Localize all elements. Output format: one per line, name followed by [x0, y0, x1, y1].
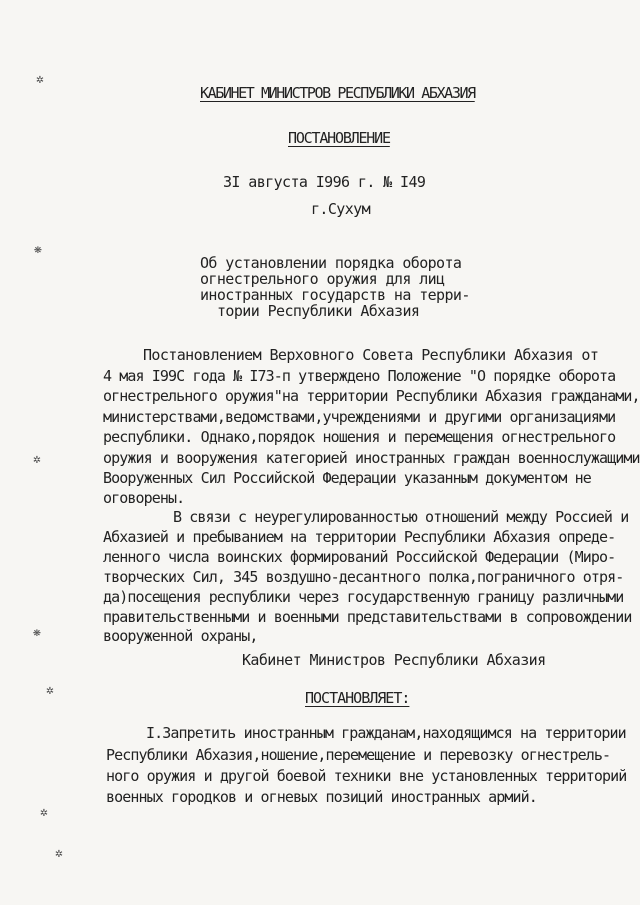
clause-line: Республики Абхазия,ношение,перемещение и перевозку огнестрель- — [106, 746, 611, 764]
binding-mark-icon: ❋ — [33, 625, 41, 640]
signatory: Кабинет Министров Республики Абхазия — [242, 651, 546, 669]
binding-mark-icon: ❋ — [34, 242, 42, 257]
binding-mark-icon: ✲ — [46, 683, 54, 698]
binding-mark-icon: ✲ — [36, 72, 44, 87]
body-line: творческих Сил, 345 воздушно-десантного полка,пограничного отря- — [103, 568, 624, 586]
body-line: Вооруженных Сил Российской Федерации указанным документом не — [103, 469, 591, 487]
body-line: ленного числа воинских формирований Российской Федерации (Миро- — [103, 548, 616, 566]
clause-line: I.Запретить иностранным гражданам,находящимся на территории — [146, 724, 626, 742]
binding-mark-icon: ✲ — [55, 846, 63, 861]
subject-line: Об установлении порядка оборота — [200, 254, 462, 272]
body-line: В связи с неурегулированностью отношений между Россией и — [173, 508, 629, 526]
body-line: да)посещения республики через государственную границу различными — [103, 588, 624, 606]
body-line: 4 мая I99С года № I73-п утверждено Положение "О порядке оборота — [103, 367, 616, 385]
document-date-number: 3I августа I996 г. № I49 — [223, 173, 426, 191]
subject-line: огнестрельного оружия для лиц — [200, 270, 445, 288]
body-line: огнестрельного оружия"на территории Республики Абхазия гражданами, — [103, 387, 640, 405]
binding-mark-icon: ✲ — [33, 452, 41, 467]
document-type: ПОСТАНОВЛЕНИЕ — [288, 129, 390, 147]
body-line: Абхазией и пребыванием на территории Республики Абхазия опреде- — [103, 528, 616, 546]
body-line: Постановлением Верховного Совета Республики Абхазия от — [143, 346, 599, 364]
body-line: республики. Однако,порядок ношения и перемещения огнестрельного — [103, 428, 616, 446]
resolves-heading: ПОСТАНОВЛЯЕТ: — [305, 689, 410, 707]
subject-line: иностранных государств на терри- — [200, 286, 470, 304]
body-line: правительственными и военными представительствами в сопровождении — [103, 608, 632, 626]
clause-line: ного оружия и другой боевой техники вне установленных территорий — [106, 767, 627, 785]
body-line: оговорены. — [103, 489, 185, 507]
header-title: КАБИНЕТ МИНИСТРОВ РЕСПУБЛИКИ АБХАЗИЯ — [200, 84, 475, 102]
binding-mark-icon: ✲ — [40, 805, 48, 820]
body-line: вооруженной охраны, — [103, 627, 258, 645]
subject-line: тории Республики Абхазия — [217, 302, 420, 320]
body-line: министерствами,ведомствами,учреждениями и другими организациями — [103, 408, 616, 426]
body-line: оружия и вооружения категорией иностранных граждан военнослужащими — [103, 449, 640, 467]
clause-line: военных городков и огневых позиций иностранных армий. — [106, 788, 537, 806]
document-city: г.Сухум — [311, 200, 371, 218]
